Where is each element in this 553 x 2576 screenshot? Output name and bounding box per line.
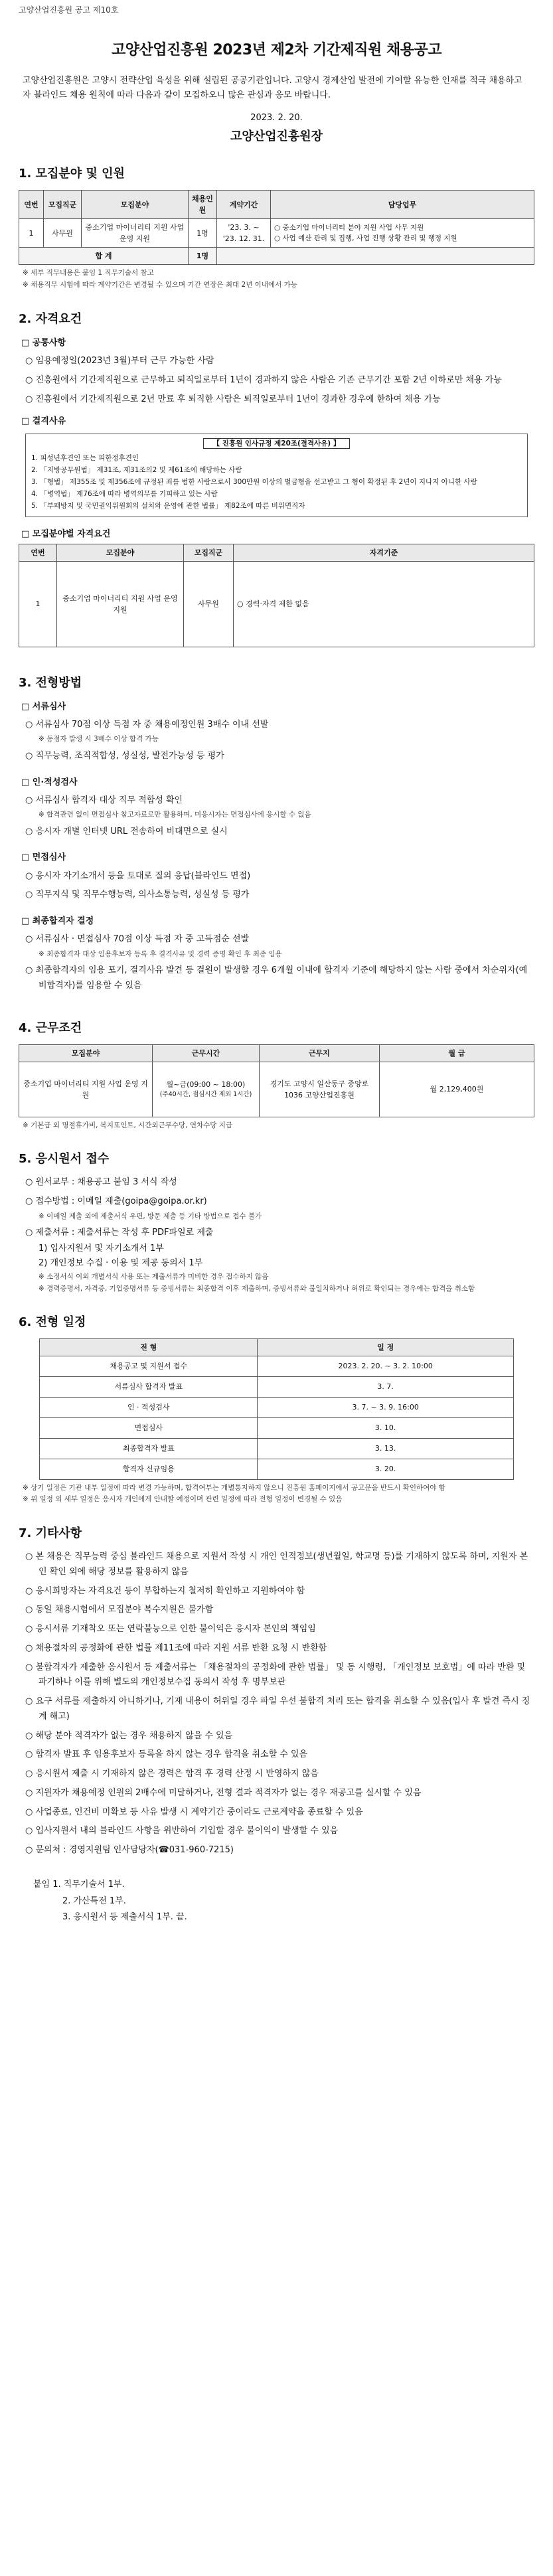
intro-text: 고양산업진흥원은 고양시 전략산업 육성을 위해 설립된 공공기관입니다. 고양시 경제산업 발전에 기여할 유능한 인재를 적극 채용하고자 블라인드 채용 원칙에 따라 다음과 같이 모집하오니 많은 관심과 응모 바랍니다.: [23, 75, 522, 101]
document-number: 고양산업진흥원 공고 제10호: [19, 5, 119, 15]
common-item: ○ 임용예정일(2023년 3월)부터 근무 가능한 사람: [25, 356, 214, 366]
box-item: 3. 「형법」 제355조 및 제356조에 규정된 죄를 범한 사람으로서 300만원 이상의 벌금형을 선고받고 그 형이 확정된 후 2년이 지나지 아니한 사람: [31, 477, 477, 486]
common-item: ○ 진흥원에서 기간제직원으로 2년 만료 후 퇴직한 사람은 퇴직일로부터 1년이 경과한 경우에 한하여 채용 가능: [25, 394, 441, 404]
section-2-title: 2. 자격요건: [19, 312, 82, 327]
disqualification-box: [25, 434, 528, 517]
cell-stage: 합격자 신규임용: [40, 1459, 258, 1479]
col-header-duty: 담당업무: [271, 191, 534, 219]
document-item: 2) 개인정보 수집 · 이용 및 제공 동의서 1부: [39, 1258, 203, 1269]
etc-item: ○ 해당 분야 적격자가 없는 경우 채용하지 않을 수 있음: [25, 1730, 233, 1741]
attachment-line: [33, 1877, 534, 1893]
duty-line: ○ 중소기업 마이너리티 분야 지원 사업 사무 지원: [274, 223, 424, 232]
table-row: [40, 1459, 514, 1479]
cell-schedule: 3. 7.: [258, 1376, 513, 1397]
cell-place: 경기도 고양시 일산동구 중앙로 1036 고양산업진흥원: [260, 1062, 380, 1117]
etc-item: ○ 불합격자가 제출한 응시원서 등 제출서류는 「채용절차의 공정화에 관한 법률」 및 동 시행령, 「개인정보 보호법」에 따라 반환 및 파기하나 이를 위해 별도의 개인정보수집 동의서 작성 후 명부보관: [25, 1662, 526, 1688]
col-header-count: 채용인원: [189, 191, 217, 219]
col-header-group: 모집직군: [184, 544, 234, 561]
schedule-table: [39, 1338, 514, 1480]
common-title: □ 공통사항: [21, 337, 66, 348]
etc-item: ○ 응시희망자는 자격요건 등이 부합하는지 철저히 확인하고 지원하여야 함: [25, 1585, 305, 1596]
box-item: 4. 「병역법」 제76조에 따라 병역의무를 기피하고 있는 사람: [31, 489, 218, 498]
work-time-note: (주40시간, 점심시간 제외 1시간): [159, 1090, 252, 1098]
table-row: [40, 1397, 514, 1417]
recruitment-table: [19, 190, 534, 265]
col-header-field: 모집분야: [19, 1044, 153, 1062]
document-note: ※ 경력증명서, 자격증, 기업증명서류 등 증빙서류는 최종합격 이후 제출하며, 증빙서류와 불일치하거나 허위로 확인되는 경우에는 합격을 취소함: [39, 1285, 475, 1293]
aptitude-title: □ 인·적성검사: [21, 777, 78, 787]
col-header-group: 모집직군: [44, 191, 82, 219]
attachments: [33, 1877, 534, 1926]
application-item: ○ 제출서류 : 제출서류는 작성 후 PDF파일로 제출: [25, 1228, 214, 1238]
note: ※ 상기 일정은 기관 내부 일정에 따라 변경 가능하며, 합격여부는 개별통지하지 않으니 진흥원 홈페이지에서 공고문을 반드시 확인하여야 함: [23, 1483, 445, 1492]
cell-field: 중소기업 마이너리티 지원 사업 운영 지원: [57, 561, 184, 647]
cell-period: '23. 3. ~ '23. 12. 31.: [217, 219, 271, 248]
note: ※ 위 일정 외 세부 일정은 응시자 개인에게 안내할 예정이며 관련 일정에 따라 전형 일정이 변경될 수 있음: [23, 1495, 343, 1504]
final-item: ○ 최종합격자의 임용 포기, 결격사유 발견 등 결원이 발생할 경우 6개월 이내에 합격자 기준에 해당하지 않는 사람 중에서 차순위자(예비합격자)를 임용할 수 있음: [25, 965, 528, 991]
qualification-table: [19, 544, 534, 647]
cell-schedule: 3. 7. ~ 3. 9. 16:00: [258, 1397, 513, 1417]
section-4-title: 4. 근무조건: [19, 1020, 82, 1035]
cell-stage: 서류심사 합격자 발표: [40, 1376, 258, 1397]
etc-item: ○ 동일 채용시험에서 모집분야 복수지원은 불가함: [25, 1605, 214, 1615]
col-header-field: 모집분야: [57, 544, 184, 561]
table-row: [40, 1417, 514, 1438]
work-conditions-table: [19, 1044, 534, 1117]
cell-no: 1: [19, 561, 57, 647]
section-6-title: 6. 전형 일정: [19, 1315, 86, 1329]
col-header-place: 근무지: [260, 1044, 380, 1062]
table-row: [40, 1376, 514, 1397]
attachment-item: 3. 응시원서 등 제출서식 1부. 끝.: [62, 1912, 187, 1923]
note: ※ 세부 직무내용은 붙임 1 직무기술서 참고: [23, 269, 154, 278]
total-label: 합 계: [19, 248, 189, 265]
total-count: 1명: [189, 248, 217, 265]
etc-item: ○ 합격자 발표 후 임용후보자 등록을 하지 않는 경우 합격을 취소할 수 있음: [25, 1749, 308, 1760]
aptitude-item: ○ 응시자 개별 인터넷 URL 전송하여 비대면으로 실시: [25, 826, 228, 837]
final-note: ※ 최종합격자 대상 임용후보자 등록 후 결격사유 및 경력 증명 확인 후 최종 임용: [39, 949, 282, 958]
common-item: ○ 진흥원에서 기간제직원으로 근무하고 퇴직일로부터 1년이 경과하지 않은 사람은 기존 근무기간 포함 2년 이하로만 채용 가능: [25, 374, 502, 385]
cell-criteria: ○ 경력·자격 제한 없음: [234, 561, 534, 647]
col-header-no: 연번: [19, 544, 57, 561]
doc-screen-title: □ 서류심사: [21, 701, 66, 712]
document-title: 고양산업진흥원 2023년 제2차 기간제직원 채용공고: [112, 41, 441, 58]
total-row: [19, 248, 534, 265]
table-row: [19, 1062, 534, 1117]
duty-line: ○ 사업 예산 관리 및 집행, 사업 진행 상황 관리 및 행정 지원: [274, 234, 457, 243]
doc-screen-item: ○ 서류심사 70점 이상 득점 자 중 채용예정인원 3배수 이내 선발: [25, 719, 269, 730]
interview-title: □ 면접심사: [21, 852, 66, 863]
col-header-time: 근무시간: [153, 1044, 260, 1062]
cell-count: 1명: [189, 219, 217, 248]
final-item: ○ 서류심사 · 면접심사 70점 이상 득점 자 중 고득점순 선발: [25, 934, 250, 945]
cell-duty: [271, 219, 534, 248]
cell-stage: 면접심사: [40, 1417, 258, 1438]
note: ※ 기본급 외 명절휴가비, 복지포인트, 시간외근무수당, 연차수당 지급: [23, 1121, 233, 1129]
section-1-title: 1. 모집분야 및 인원: [19, 167, 125, 181]
col-header-schedule: 일 정: [258, 1338, 513, 1356]
doc-screen-note: ※ 동점자 발생 시 3배수 이상 합격 가능: [39, 735, 159, 744]
section-5-title: 5. 응시원서 접수: [19, 1152, 110, 1167]
application-item: ○ 원서교부 : 채용공고 붙임 3 서식 작성: [25, 1177, 177, 1188]
interview-item: ○ 응시자 자기소개서 등을 토대로 질의 응답(블라인드 면접): [25, 870, 251, 881]
document-note: ※ 소정서식 이외 개별서식 사용 또는 제출서류가 미비한 경우 접수하지 않음: [39, 1273, 269, 1281]
cell-schedule: 3. 10.: [258, 1417, 513, 1438]
spec-title: □ 모집분야별 자격요건: [21, 528, 111, 539]
col-header-criteria: 자격기준: [234, 544, 534, 561]
document-item: 1) 입사지원서 및 자기소개서 1부: [39, 1243, 164, 1253]
email-note: ※ 이메일 제출 외에 제출서식 우편, 방문 제출 등 기타 방법으로 접수 불가: [39, 1212, 262, 1220]
box-item: 5. 「부패방지 및 국민권익위원회의 설치와 운영에 관한 법률」 제82조에 따른 비위면직자: [31, 501, 305, 510]
box-item: 2. 「지방공무원법」 제31조, 제31조의2 및 제61조에 해당하는 사람: [31, 466, 242, 475]
cell-pay: 월 2,129,400원: [380, 1062, 534, 1117]
etc-item: ○ 요구 서류를 제출하지 아니하거나, 기재 내용이 허위일 경우 파일 우선 불합격 처리 또는 합격을 취소할 수 있음(입사 후 발견 즉시 징계 해고): [25, 1696, 530, 1722]
cell-group: 사무원: [184, 561, 234, 647]
cell-stage: 최종합격자 발표: [40, 1438, 258, 1459]
cell-field: 중소기업 마이너리티 지원 사업 운영 지원: [19, 1062, 153, 1117]
cell-group: 사무원: [44, 219, 82, 248]
cell-schedule: 3. 13.: [258, 1438, 513, 1459]
attachment-label: 붙임: [33, 1879, 50, 1890]
work-time: 월~금(09:00 ~ 18:00): [166, 1080, 246, 1089]
etc-item: ○ 응시서류 기재착오 또는 연락불능으로 인한 불이익은 응시자 본인의 책임임: [25, 1624, 316, 1635]
etc-item: ○ 문의처 : 경영지원팀 인사담당자(☎031-960-7215): [25, 1845, 234, 1856]
total-empty: [217, 248, 534, 265]
col-header-stage: 전 형: [40, 1338, 258, 1356]
cell-stage: 채용공고 및 지원서 접수: [40, 1356, 258, 1376]
col-header-pay: 월 급: [380, 1044, 534, 1062]
doc-screen-item: ○ 직무능력, 조직적합성, 성실성, 발전가능성 등 평가: [25, 750, 224, 761]
etc-item: ○ 사업종료, 인건비 미확보 등 사유 발생 시 계약기간 중이라도 근로계약을 종료할 수 있음: [25, 1807, 363, 1817]
cell-time: [153, 1062, 260, 1117]
col-header-field: 모집분야: [82, 191, 189, 219]
section-7-title: 7. 기타사항: [19, 1526, 82, 1541]
cell-schedule: 2023. 2. 20. ~ 3. 2. 10:00: [258, 1356, 513, 1376]
etc-item: ○ 채용절차의 공정화에 관한 법률 제11조에 따라 지원 서류 반환 요청 시 반환함: [25, 1643, 327, 1653]
issuer-name: 고양산업진흥원장: [230, 129, 323, 144]
table-row: [19, 219, 534, 248]
cell-schedule: 3. 20.: [258, 1459, 513, 1479]
box-item: 1. 피성년후견인 또는 피한정후견인: [31, 454, 139, 463]
etc-item: ○ 지원자가 채용예정 인원의 2배수에 미달하거나, 전형 결과 적격자가 없는 경우 재공고를 실시할 수 있음: [25, 1787, 422, 1798]
aptitude-item: ○ 서류심사 합격자 대상 직무 적합성 확인: [25, 795, 183, 805]
table-row: [40, 1438, 514, 1459]
table-row: [40, 1356, 514, 1376]
etc-item: ○ 입사지원서 내의 블라인드 사항을 위반하여 기입할 경우 불이익이 발생할 수 있음: [25, 1826, 339, 1836]
note: ※ 채용직무 시험에 따라 계약기간은 변경될 수 있으며 기간 연장은 최대 2년 이내에서 가능: [23, 281, 297, 289]
application-item: ○ 접수방법 : 이메일 제출(goipa@goipa.or.kr): [25, 1196, 207, 1207]
cell-no: 1: [19, 219, 44, 248]
table-row: [19, 561, 534, 647]
aptitude-note: ※ 합격관련 없이 면접심사 참고자료로만 활용하며, 미응시자는 면접심사에 응시할 수 없음: [39, 811, 311, 819]
section-3-title: 3. 전형방법: [19, 675, 82, 690]
attachment-item: 2. 가산특전 1부.: [62, 1895, 126, 1906]
disqualification-title: □ 결격사유: [21, 416, 66, 427]
interview-item: ○ 직무지식 및 직무수행능력, 의사소통능력, 성실성 등 평가: [25, 890, 250, 900]
etc-item: ○ 응시원서 제출 시 기재하지 않은 경력은 합격 후 경력 산정 시 반영하지 않음: [25, 1769, 319, 1779]
final-title: □ 최종합격자 결정: [21, 916, 94, 927]
attachment-item: 1. 직무기술서 1부.: [52, 1879, 125, 1890]
cell-stage: 인 · 적성검사: [40, 1397, 258, 1417]
box-title: 【 진흥원 인사규정 제20조(결격사유) 】: [203, 438, 351, 449]
cell-field: 중소기업 마이너리티 지원 사업 운영 지원: [82, 219, 189, 248]
col-header-period: 계약기간: [217, 191, 271, 219]
col-header-no: 연번: [19, 191, 44, 219]
announcement-date: 2023. 2. 20.: [250, 113, 303, 123]
etc-item: ○ 본 채용은 직무능력 중심 블라인드 채용으로 지원서 작성 시 개인 인적정보(생년월일, 학교명 등)를 기재하지 않도록 하며, 지원자 본인 확인 외에 해당 정보를 활용하지 않음: [25, 1552, 528, 1577]
